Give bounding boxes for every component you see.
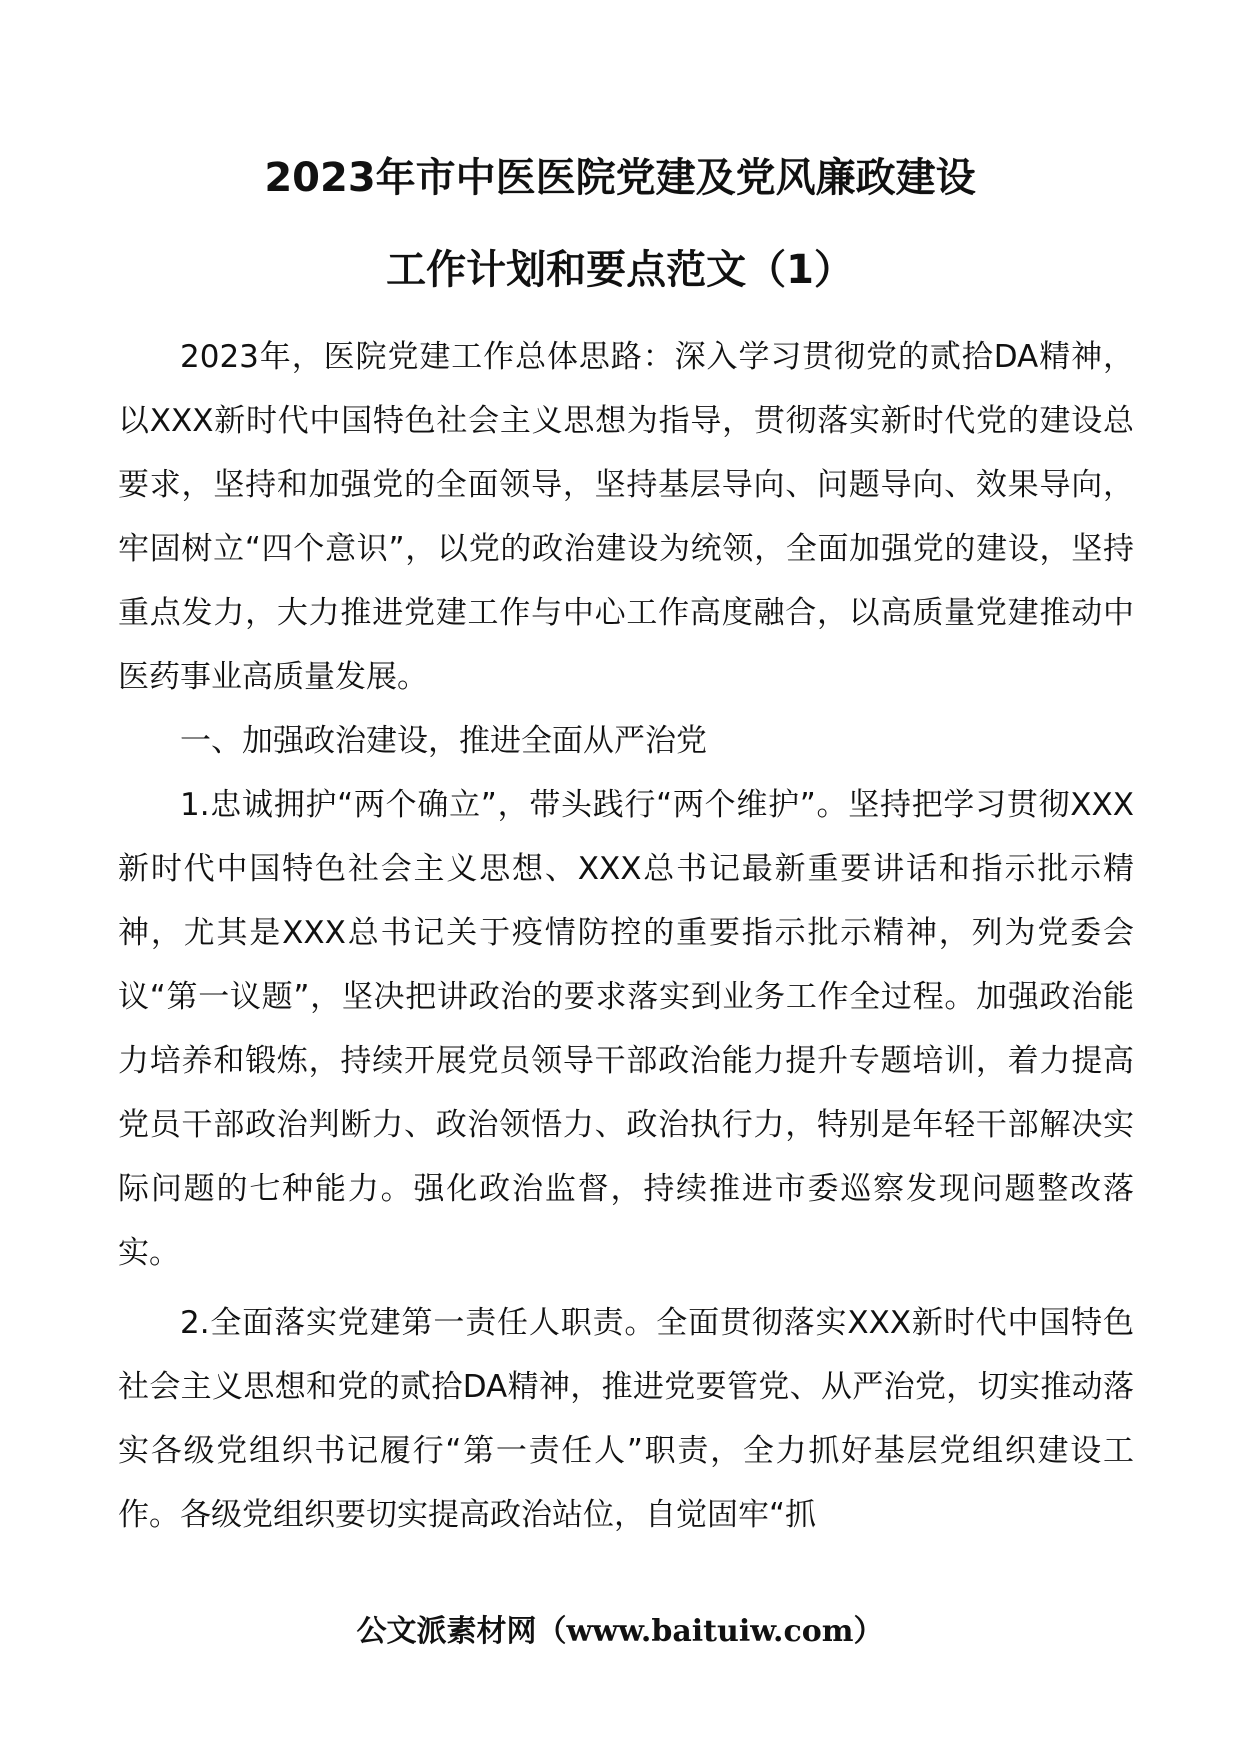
- paragraph-item-1: 1.忠诚拥护“两个确立”，带头践行“两个维护”。坚持把学习贯彻XXX新时代中国特色社会主义思想、XXX总书记最新重要讲话和指示批示精神，尤其是XXX总书记关于疫情防控的重要指示批示精神，列为党委会议“第一议题”，坚决把讲政治的要求落实到业务工作全过程。加强政治能力培养和锻炼，持续开展党员领导干部政治能力提升专题培训，着力提高党员干部政治判断力、政治领悟力、政治执行力，特别是年轻干部解决实际问题的七种能力。强化政治监督，持续推进市委巡察发现问题整改落实。: [118, 787, 1134, 1271]
- document-title-line-2: 工作计划和要点范文（1）: [386, 247, 854, 293]
- footer-source: 公文派素材网（www.baituiw.com）: [356, 1614, 884, 1649]
- paragraph-item-2: 2.全面落实党建第一责任人职责。全面贯彻落实XXX新时代中国特色社会主义思想和党的贰拾DA精神，推进党要管党、从严治党，切实推动落实各级党组织书记履行“第一责任人”职责，全力抓好基层党组织建设工作。各级党组织要切实提高政治站位，自觉固牢“抓: [118, 1305, 1134, 1533]
- paragraph-intro: 2023年，医院党建工作总体思路：深入学习贯彻党的贰拾DA精神，以XXX新时代中国特色社会主义思想为指导，贯彻落实新时代党的建设总要求，坚持和加强党的全面领导，坚持基层导向、问题导向、效果导向，牢固树立“四个意识”，以党的政治建设为统领，全面加强党的建设，坚持重点发力，大力推进党建工作与中心工作高度融合，以高质量党建推动中医药事业高质量发展。: [118, 339, 1134, 695]
- document-title-line-1: 2023年市中医医院党建及党风廉政建设: [264, 155, 976, 201]
- document-body: [118, 325, 1134, 1547]
- section-heading-1: 一、加强政治建设，推进全面从严治党: [180, 723, 707, 759]
